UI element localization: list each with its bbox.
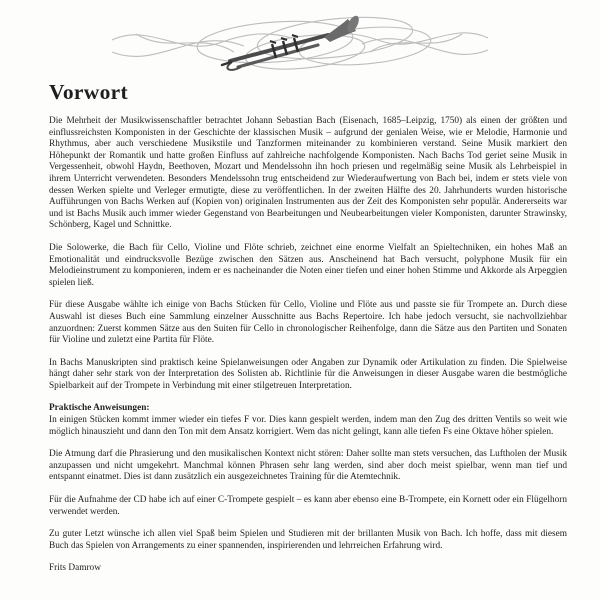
trumpet-icon (110, 12, 490, 74)
preface-content (49, 80, 567, 575)
practical-instructions-heading: Praktische Anweisungen: (49, 403, 150, 414)
preface-paragraph-1: Die Mehrheit der Musikwissenschaftler betrachtet Johann Sebastian Bach (Eisenach, 1685–Leipzig, 1750) als einen der größten und einflussreichsten Komponisten in der Geschichte der klassischen Musik – aufgrund der genialen Weise, wie er Melodie, Harmonie und Rhythmus, aber auch verschiedene Musikstile und Tanzformen miteinander zu kombinieren verstand. Seine Musik markiert den Höhepunkt der Romantik und hatte großen Einfluss auf zahlreiche nachfolgende Komponisten. Nach Bachs Tod geriet seine Musik in Vergessenheit, obwohl Haydn, Beethoven, Mozart und Mendelssohn ihn hoch priesen und regelmäßig seine Musik als Lehrbeispiel in ihrem Unterricht verwendeten. Besonders Mendelssohn trug entscheidend zur Wiederaufwertung von Bach bei, indem er stets viele von dessen Werken spielte und Verleger ermutigte, diese zu veröffentlichen. In der zweiten Hälfte des 20. Jahrhunderts wurden historische Aufführungen von Bachs Werken auf (Kopien von) originalen Instrumenten aus der Zeit des Komponisten sehr populär. Andererseits war und ist Bachs Musik auch immer wieder Gegenstand von Bearbeitungen und Neubearbeitungen vieler Komponisten, darunter Strawinsky, Schönberg, Kagel und Schnittke. (49, 116, 567, 231)
practical-paragraph-1: In einigen Stücken kommt immer wieder ein tiefes F vor. Dies kann gespielt werden, indem man den Zug des dritten Ventils so weit wie möglich hinauszieht und dann den Ton mit dem Ansatz korrigiert. Wem das nicht gelingt, kann alle tiefen Fs eine Oktave höher spielen. (49, 415, 567, 437)
practical-paragraph-3: Für die Aufnahme der CD habe ich auf einer C-Trompete gespielt – es kann aber ebenso eine B-Trompete, ein Kornett oder ein Flügelhorn verwendet werden. (49, 495, 567, 517)
preface-paragraph-4: In Bachs Manuskripten sind praktisch keine Spielanweisungen oder Angaben zur Dynamik oder Artikulation zu finden. Die Spielweise hängt daher sehr stark von der Interpretation des Solisten ab. Richtlinie für die Anweisungen in dieser Ausgabe waren die bestmögliche Spielbarkeit auf der Trompete in Verbindung mit einer stilgetreuen Interpretation. (49, 357, 567, 391)
trumpet-flourish-ornament (110, 12, 490, 74)
page-title: Vorwort (49, 80, 128, 104)
preface-paragraph-2: Die Solowerke, die Bach für Cello, Violine und Flöte schrieb, zeichnet eine enorme Vielfalt an Spieltechniken, ein hohes Maß an Emotionalität und eindrucksvolle Bezüge zwischen den Sätzen aus. Anscheinend hat Bach versucht, polyphone Musik für ein Melodieinstrument zu komponieren, indem er es nacheinander die Noten einer tiefen und einer hohen Stimme und Akkorde als Arpeggien spielen ließ. (49, 242, 567, 288)
practical-paragraph-4: Zu guter Letzt wünsche ich allen viel Spaß beim Spielen und Studieren mit der brillanten Musik von Bach. Ich hoffe, dass mit diesem Buch das Spielen von Arrangements zu einer spannenden, inspirierenden und lehrreichen Erfahrung wird. (49, 529, 567, 551)
practical-paragraph-2: Die Atmung darf die Phrasierung und den musikalischen Kontext nicht stören: Daher sollte man stets versuchen, das Luftholen der Musik anzupassen und nicht umgekehrt. Manchmal können Phrasen sehr lang werden, sind aber doch meist spielbar, wenn man tief und entspannt einatmet. Dies ist dann zusätzlich ein ausgezeichnetes Training für die Atemtechnik. (49, 449, 567, 483)
preface-paragraph-3: Für diese Ausgabe wählte ich einige von Bachs Stücken für Cello, Violine und Flöte aus und passte sie für Trompete an. Durch diese Auswahl ist dieses Buch eine Sammlung einzelner Ausschnitte aus Bachs Repertoire. Ich habe jedoch versucht, sie nachvollziehbar anzuordnen: Zuerst kommen Sätze aus den Suiten für Cello in chronologischer Reihenfolge, dann die Sätze aus den Partiten und Sonaten für Violine und zuletzt eine Partita für Flöte. (49, 300, 567, 346)
author-signature: Frits Damrow (49, 563, 101, 574)
